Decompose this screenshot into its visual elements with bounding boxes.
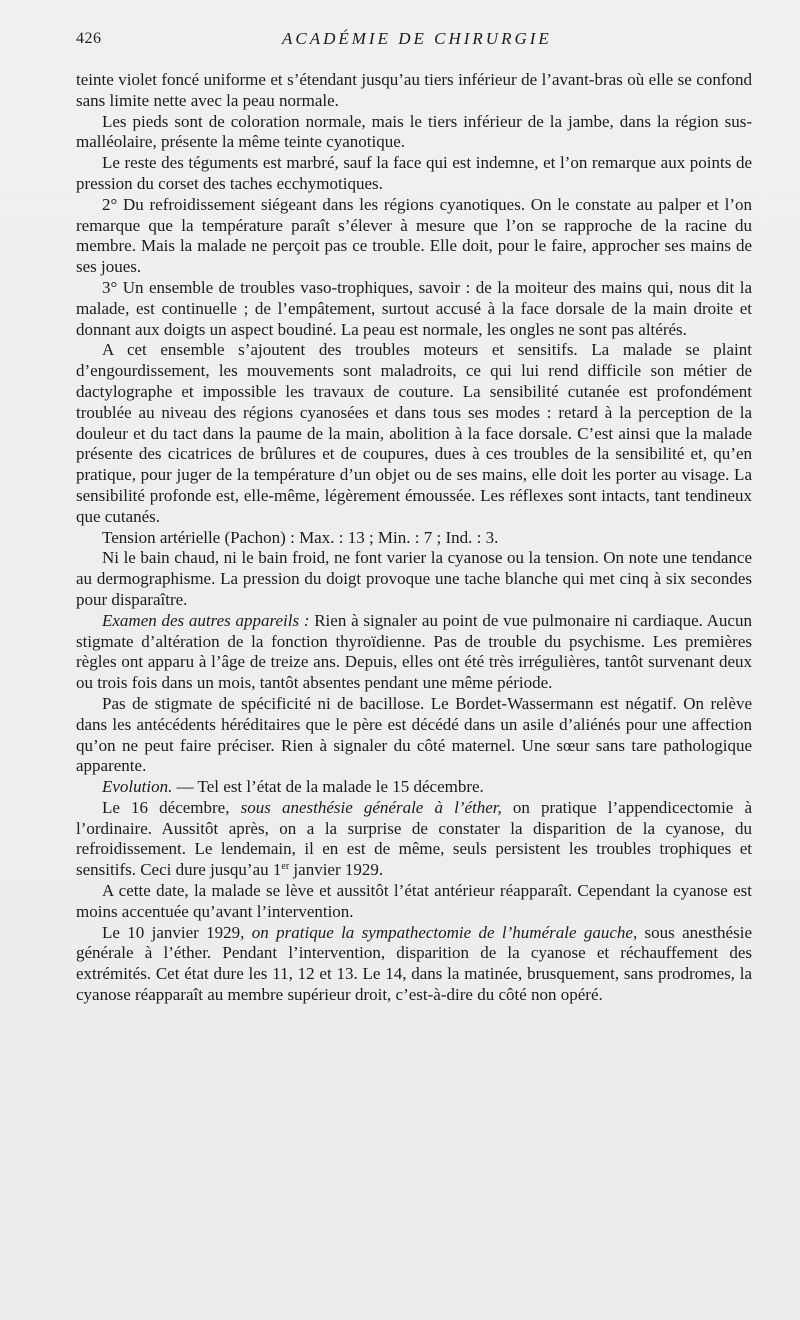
paragraph xyxy=(76,70,752,112)
superscript-text: er xyxy=(281,861,290,873)
running-head: ACADÉMIE DE CHIRURGIE xyxy=(282,29,552,48)
paragraph xyxy=(76,923,752,1006)
text-run: Les pieds sont de coloration normale, mais le tiers inférieur de la jambe, dans la région sus-malléolaire, présente la même teinte cyanotique. xyxy=(76,111,752,152)
italic-text: sous anesthésie générale à l’éther, xyxy=(240,797,502,817)
paragraph xyxy=(76,777,752,798)
paragraph xyxy=(76,694,752,777)
italic-text: on pratique la sympathectomie de l’humérale gauche, xyxy=(251,922,638,942)
text-run: — Tel est l’état de la malade le 15 décembre. xyxy=(172,777,484,797)
page-header xyxy=(76,28,752,54)
text-run: A cet ensemble s’ajoutent des troubles moteurs et sensitifs. La malade se plaint d’engourdissement, les mouvements sont maladroits, ce qui lui rend difficile son métier de dactylographe et impossible les travaux de couture. La sensibilité cutanée est profondément troublée au niveau des régions cyanosées et dans tous ses modes : retard à la perception de la douleur et du tact dans la paume de la main, abolition à la face dorsale. C’est ainsi que la malade présente des cicatrices de brûlures et de coupures, dues à ces troubles de la sensibilité et, qu’en pratique, pour juger de la température d’un objet ou de ses mains, elle doit les porter au visage. La sensibilité profonde est, elle-même, légèrement émoussée. Les réflexes sont intacts, tant tendineux que cutanés. xyxy=(76,340,752,526)
paragraph xyxy=(76,881,752,923)
paragraph xyxy=(76,278,752,340)
italic-text: Evolution. xyxy=(102,777,173,797)
body-text xyxy=(76,70,752,1006)
paragraph xyxy=(76,112,752,154)
paragraph xyxy=(76,528,752,549)
text-run: Le 16 décembre, xyxy=(102,797,241,817)
italic-text: Examen des autres appareils : xyxy=(102,610,310,630)
text-run: sous anesthésie générale à l’éther. Pendant l’intervention, disparition de la cyanose et réchauffement des extrémités. Cet état dure les 11, 12 et 13. Le 14, dans la matinée, brusquement, sans prodromes, la cyanose réapparaît au membre supérieur droit, c’est-à-dire du côté non opéré. xyxy=(76,922,752,1005)
text-run: Tension artérielle (Pachon) : Max. : 13 ; Min. : 7 ; Ind. : 3. xyxy=(102,527,499,547)
paragraph xyxy=(76,340,752,527)
paragraph xyxy=(76,153,752,195)
paragraph xyxy=(76,798,752,881)
paragraph xyxy=(76,195,752,278)
text-run: Rien à signaler au point de vue pulmonaire ni cardiaque. Aucun stigmate d’altération de la fonction thyroïdienne. Pas de trouble du psychisme. Les premières règles ont apparu à l’âge de treize ans. Depuis, elles ont été très irrégulières, tantôt survenant deux ou trois fois dans un mois, tantôt absentes pendant une même période. xyxy=(76,610,752,693)
text-run: on pratique l’appendicectomie à l’ordinaire. Aussitôt après, on a la surprise de constater la disparition de la cyanose, du refroidissement. Le lendemain, il en est de même, seuls persistent les troubles trophiques et sensitifs. Ceci dure jusqu’au 1 xyxy=(76,797,752,880)
text-run: janvier 1929. xyxy=(289,860,384,880)
text-run: Ni le bain chaud, ni le bain froid, ne font varier la cyanose ou la tension. On note une tendance au dermographisme. La pression du doigt provoque une tache blanche qui met cinq à six secondes pour disparaître. xyxy=(76,548,752,609)
text-run: Pas de stigmate de spécificité ni de bacillose. Le Bordet-Wassermann est négatif. On relève dans les antécédents héréditaires que le père est décédé dans un asile d’aliénés pour une affection qu’on ne peut faire préciser. Rien à signaler du côté maternel. Une sœur sans tare pathologique apparente. xyxy=(76,693,752,776)
text-run: 2° Du refroidissement siégeant dans les régions cyanotiques. On le constate au palper et l’on remarque que la température paraît s’élever à mesure que l’on se rapproche de la racine du membre. Mais la malade ne perçoit pas ce trouble. Elle doit, pour le faire, approcher ses mains de ses joues. xyxy=(76,194,752,277)
text-run: 3° Un ensemble de troubles vaso-trophiques, savoir : de la moiteur des mains qui, nous dit la malade, est continuelle ; de l’empâtement, surtout accusé à la face dorsale de la main droite et donnant aux doigts un aspect boudiné. La peau est normale, les ongles ne sont pas altérés. xyxy=(76,277,752,339)
text-run: A cette date, la malade se lève et aussitôt l’état antérieur réapparaît. Cependant la cyanose est moins accentuée qu’avant l’intervention. xyxy=(76,881,752,921)
page-number: 426 xyxy=(76,30,102,47)
text-run: teinte violet foncé uniforme et s’étendant jusqu’au tiers inférieur de l’avant-bras où elle se confond sans limite nette avec la peau normale. xyxy=(76,70,752,110)
paragraph xyxy=(76,611,752,694)
text-run: Le reste des téguments est marbré, sauf la face qui est indemne, et l’on remarque aux points de pression du corset des taches ecchymotiques. xyxy=(76,153,752,193)
text-run: Le 10 janvier 1929, xyxy=(102,922,252,942)
paragraph xyxy=(76,548,752,610)
